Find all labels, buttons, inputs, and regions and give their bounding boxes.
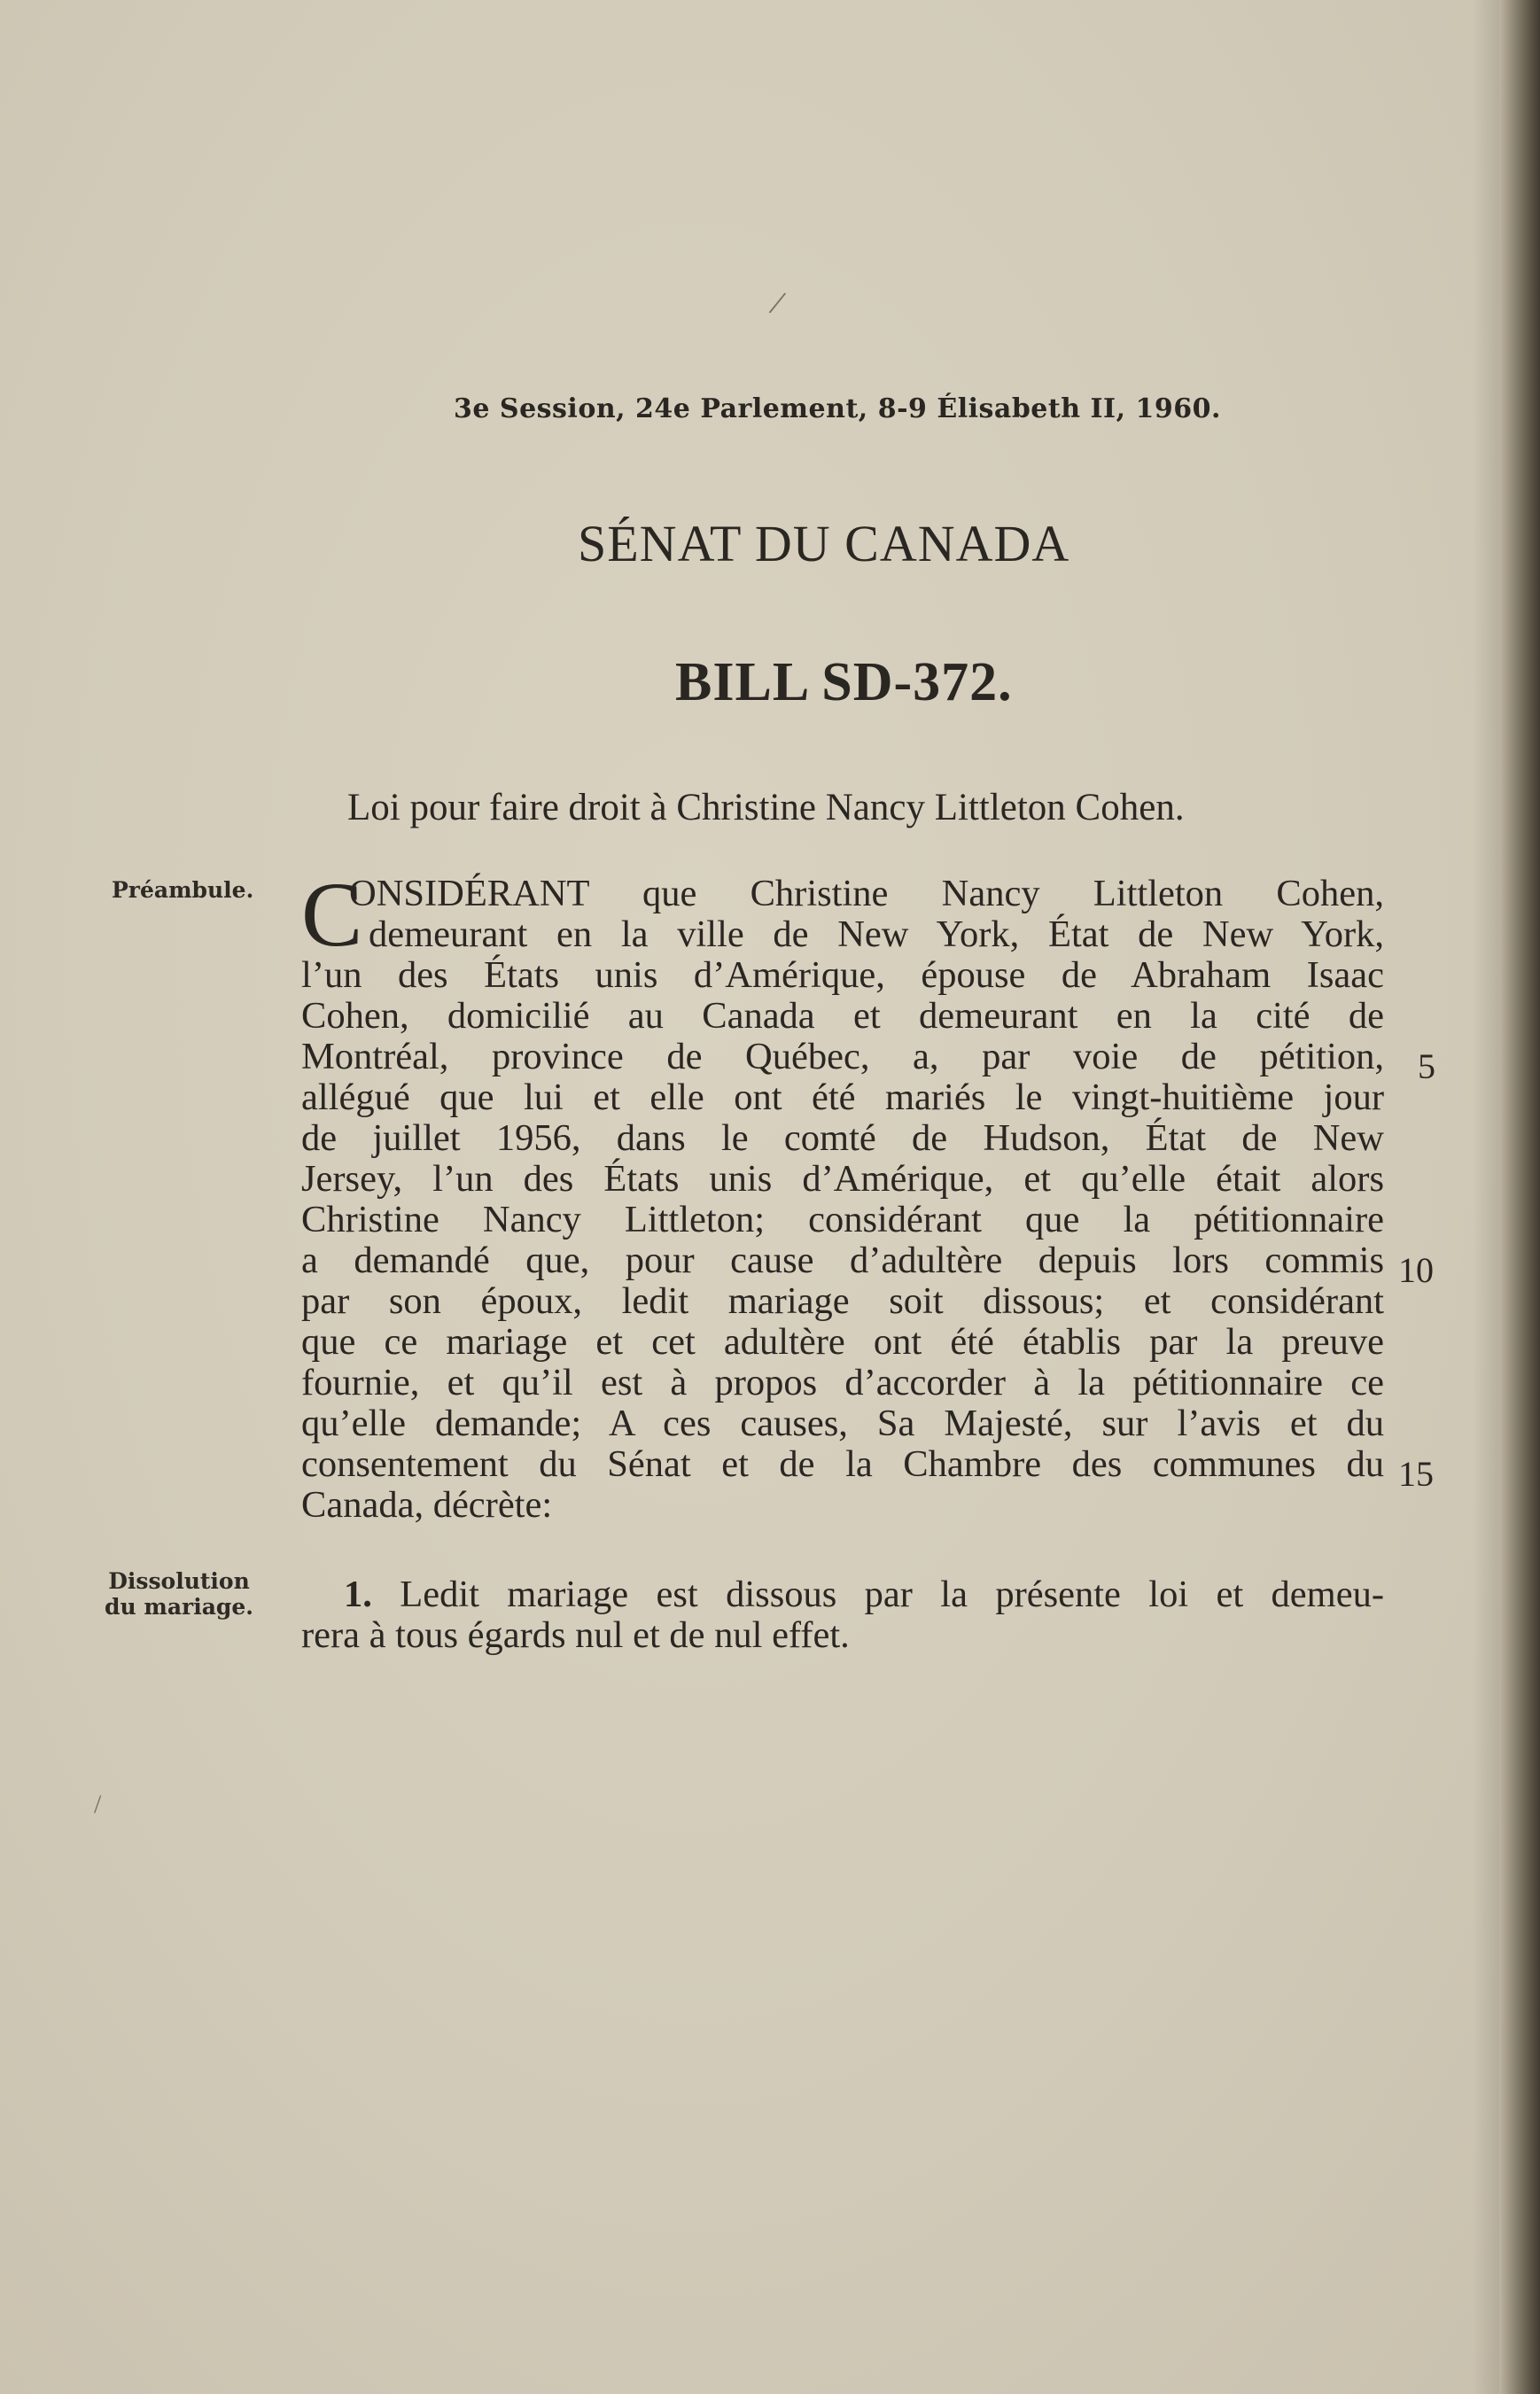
section-number: 1. xyxy=(344,1574,372,1615)
preamble-line: de juillet 1956, dans le comté de Hudson, État de New xyxy=(301,1117,1384,1159)
preamble-line: demeurant en la ville de New York, État de New York, xyxy=(369,913,1384,955)
preamble-text xyxy=(301,864,1384,1526)
preamble-line: Jersey, l’un des États unis d’Amérique, et qu’elle était alors xyxy=(301,1158,1384,1200)
line-number-5: 5 xyxy=(1418,1046,1435,1086)
line-number-15: 15 xyxy=(1398,1454,1434,1494)
section-1-line-2: rera à tous égards nul et de nul effet. xyxy=(301,1614,850,1656)
preamble-line: a demandé que, pour cause d’adultère depuis lors commis xyxy=(301,1240,1384,1281)
preamble-line: allégué que lui et elle ont été mariés le vingt-huitième jour xyxy=(301,1077,1384,1118)
section-1 xyxy=(301,1574,1384,1656)
drop-cap: C xyxy=(301,864,363,966)
bill-number: BILL SD-372. xyxy=(675,652,1013,712)
margin-note-preamble: Préambule. xyxy=(112,877,254,903)
preamble-line: ONSIDÉRANT que Christine Nancy Littleton Cohen, xyxy=(349,873,1384,914)
preamble-line: Christine Nancy Littleton; considérant que la pétitionnaire xyxy=(301,1199,1384,1240)
margin-note-dissolution-line2: du mariage. xyxy=(105,1594,253,1620)
preamble-line: que ce mariage et cet adultère ont été établis par la preuve xyxy=(301,1321,1384,1363)
page-fold-shadow xyxy=(1473,0,1499,2394)
preamble-line: par son époux, ledit mariage soit dissous; et considérant xyxy=(301,1280,1384,1322)
preamble-line: Canada, décrète: xyxy=(301,1484,553,1526)
preamble-line: fournie, et qu’il est à propos d’accorder à la pétitionnaire ce xyxy=(301,1362,1384,1403)
preamble-line: Montréal, province de Québec, a, par voie de pétition, xyxy=(301,1036,1384,1077)
preamble-line: consentement du Sénat et de la Chambre des communes du xyxy=(301,1443,1384,1485)
preamble-line: Cohen, domicilié au Canada et demeurant en la cité de xyxy=(301,995,1384,1037)
line-number-10: 10 xyxy=(1398,1250,1434,1290)
section-1-line-1 xyxy=(301,1574,1384,1615)
preamble-line: l’un des États unis d’Amérique, épouse de Abraham Isaac xyxy=(301,954,1384,996)
stray-pencil-mark: / xyxy=(766,282,789,323)
session-heading: 3e Session, 24e Parlement, 8-9 Élisabeth II, 1960. xyxy=(454,393,1221,424)
chamber-title: SÉNAT DU CANADA xyxy=(578,515,1070,572)
page-binding-edge xyxy=(1499,0,1540,2394)
margin-note-dissolution-line1: Dissolution xyxy=(108,1568,250,1594)
stray-pencil-mark-2: / xyxy=(94,1790,102,1819)
section-1-text-1: Ledit mariage est dissous par la présente loi et demeu- xyxy=(400,1574,1384,1615)
preamble-line: qu’elle demande; A ces causes, Sa Majesté, sur l’avis et du xyxy=(301,1403,1384,1444)
margin-note-dissolution xyxy=(99,1568,259,1620)
long-title: Loi pour faire droit à Christine Nancy Littleton Cohen. xyxy=(347,787,1185,828)
